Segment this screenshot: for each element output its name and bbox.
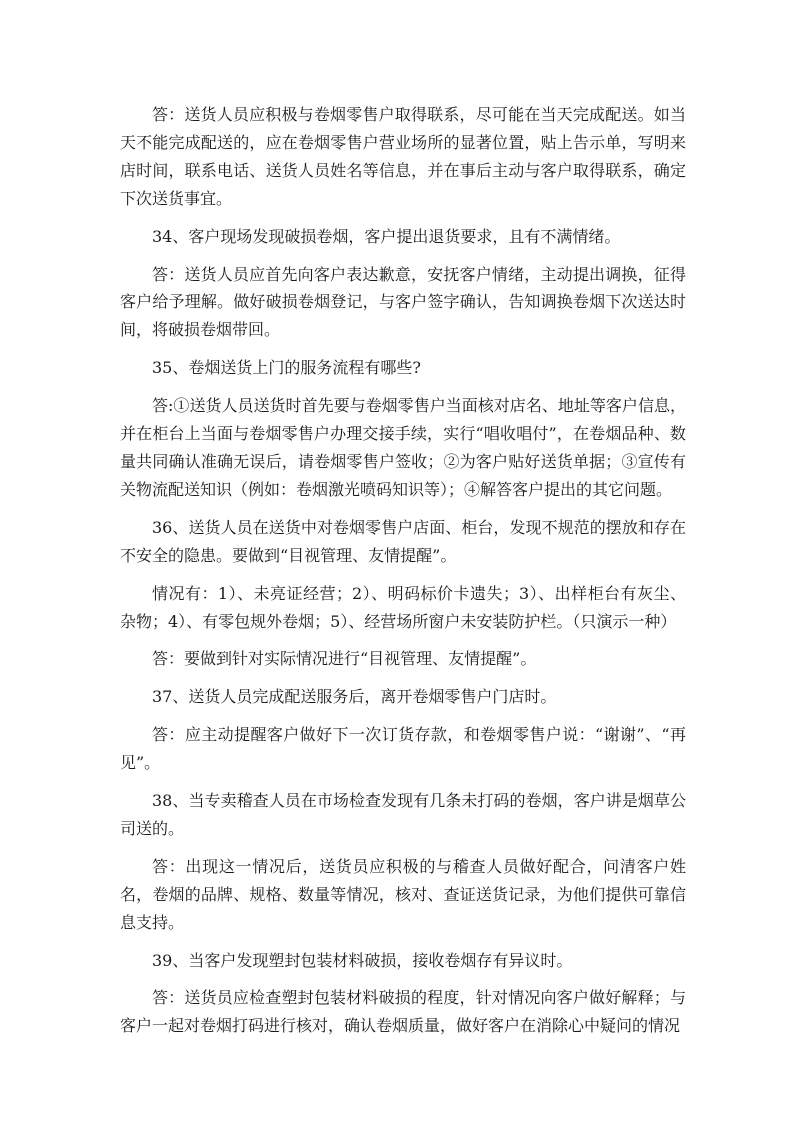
paragraph-answer-34: 答：送货人员应首先向客户表达歉意，安抚客户情绪，主动提出调换，征得客户给予理解。做好破损卷烟登记，与客户签字确认，告知调换卷烟下次送达时间，将破损卷烟带回。 <box>120 264 686 340</box>
paragraph-question-36: 36、送货人员在送货中对卷烟零售户店面、柜台，发现不规范的摆放和存在不安全的隐患。要做到“目视管理、友情提醒”。 <box>120 517 686 565</box>
paragraph-question-35: 35、卷烟送货上门的服务流程有哪些? <box>152 358 421 378</box>
paragraph-answer-36: 答：要做到针对实际情况进行“目视管理、友情提醒”。 <box>152 649 537 669</box>
paragraph-question-34: 34、客户现场发现破损卷烟，客户提出退货要求，且有不满情绪。 <box>152 226 621 246</box>
paragraph-question-38: 38、当专卖稽查人员在市场检查发现有几条未打码的卷烟，客户讲是烟草公司送的。 <box>120 791 686 838</box>
paragraph-answer-38: 答：出现这一情况后，送货员应积极的与稽查人员做好配合，问清客户姓名，卷烟的品牌、规格、数量等情况，核对、查证送货记录，为他们提供可靠信息支持。 <box>120 856 686 932</box>
paragraph-situations-36: 情况有：1）、未亮证经营；2）、明码标价卡遗失；3）、出样柜台有灰尘、杂物；4）、有零包规外卷烟；5）、经营场所窗户未安装防护栏。（只演示一种） <box>120 583 686 631</box>
paragraph-question-39: 39、当客户发现塑封包装材料破损，接收卷烟存有异议时。 <box>152 950 573 970</box>
paragraph-answer-39: 答：送货员应检查塑封包装材料破损的程度，针对情况向客户做好解释；与客户一起对卷烟打码进行核对，确认卷烟质量，做好客户在消除心中疑问的情况 <box>120 988 686 1036</box>
paragraph-answer-33: 答：送货人员应积极与卷烟零售户取得联系，尽可能在当天完成配送。如当天不能完成配送的，应在卷烟零售户营业场所的显著位置，贴上告示单，写明来店时间，联系电话、送货人员姓名等信息，并在事后主动与客户取得联系，确定下次送货事宜。 <box>120 105 686 208</box>
paragraph-answer-35: 答:①送货人员送货时首先要与卷烟零售户当面核对店名、地址等客户信息，并在柜台上当面与卷烟零售户办理交接手续，实行“唱收唱付”，在卷烟品种、数量共同确认准确无误后，请卷烟零售户签收；②为客户贴好送货单据；③宣传有关物流配送知识（例如：卷烟激光喷码知识等）；④解答客户提出的其它问题。 <box>120 396 686 499</box>
document-body <box>120 101 686 1040</box>
paragraph-answer-37: 答：应主动提醒客户做好下一次订货存款，和卷烟零售户说：“谢谢”、“再见”。 <box>120 725 686 773</box>
paragraph-question-37: 37、送货人员完成配送服务后，离开卷烟零售户门店时。 <box>152 687 557 707</box>
